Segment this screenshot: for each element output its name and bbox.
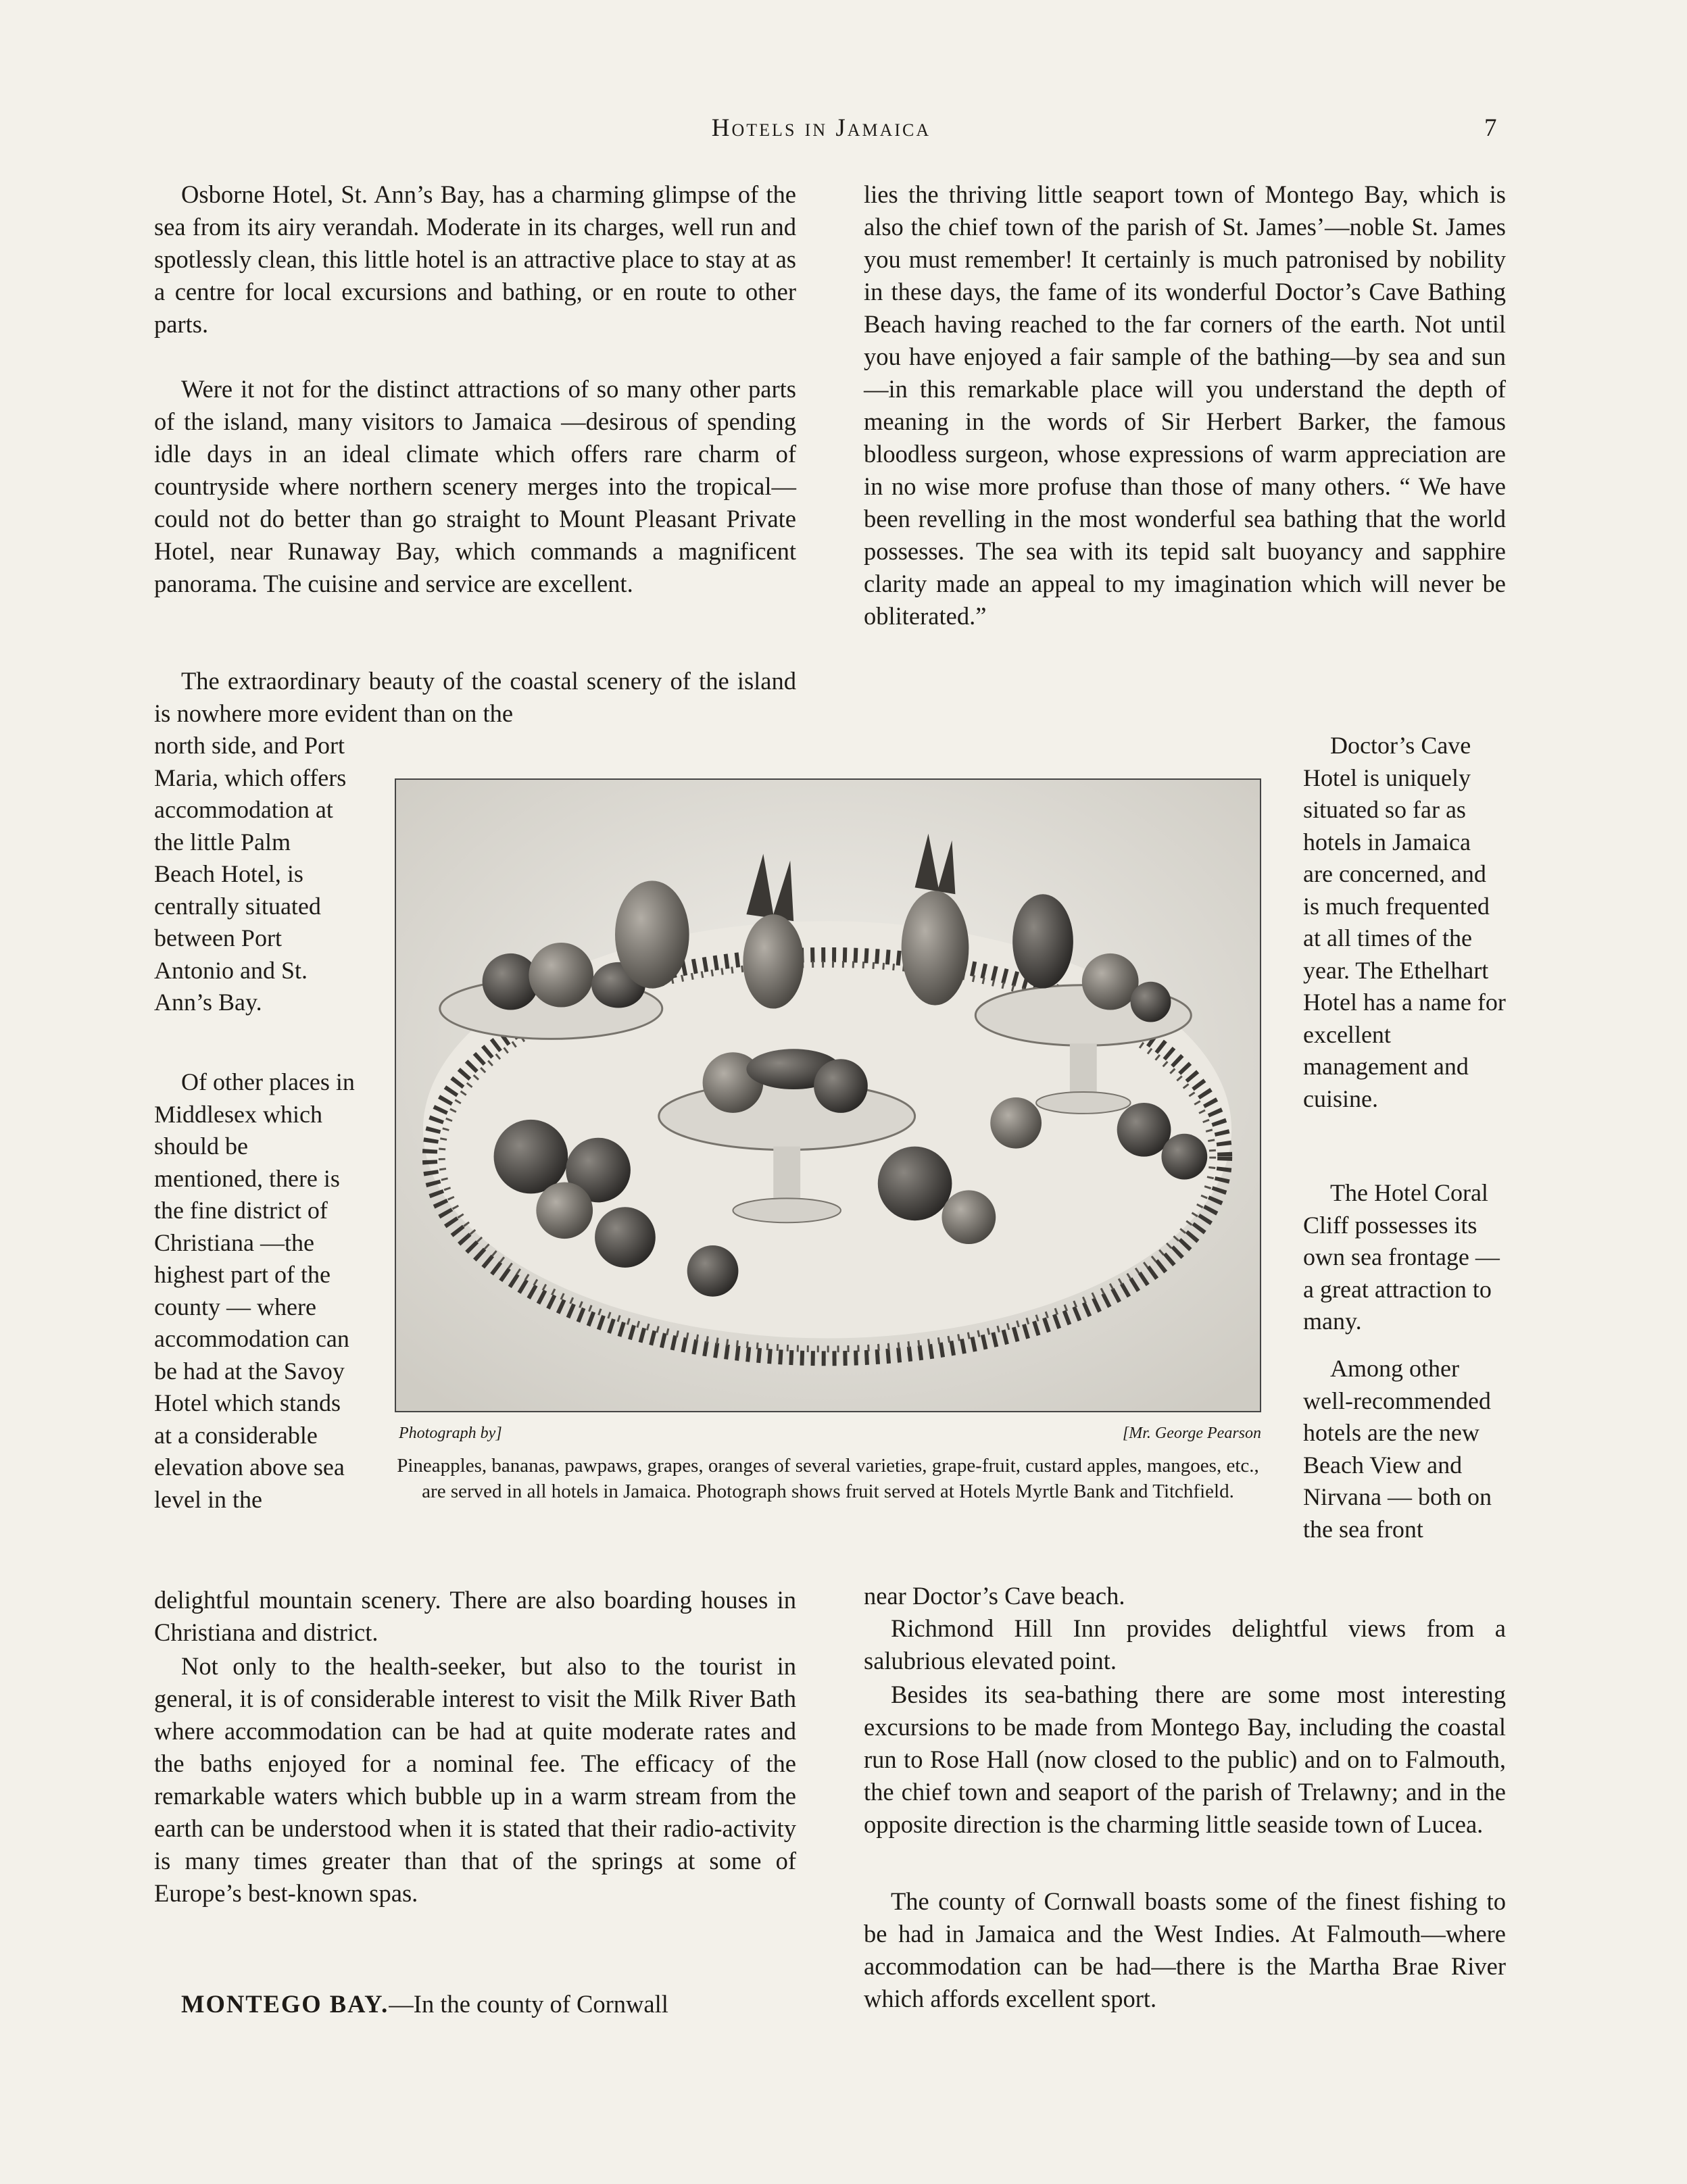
fruit-display-photograph [395,778,1261,1412]
paragraph-doctors-cave-hotel: Doctor’s Cave Hotel is uniquely situated so far as hotels in Jamaica are concerned, and is much frequented at all times of the year. The Ethelhart Hotel has a name for excellent management and cuisine. [1303,732,1506,1112]
montego-bay-intro: —In the county of Cornwall [389,1990,668,2018]
photo-caption: Pineapples, bananas, pawpaws, grapes, oranges of several varieties, grape-fruit, custard apples, mangoes, etc., are served in all hotels in Jamaica. Photograph shows fruit served at Hotels Myrtle Bank and Titchfield. [397,1455,1259,1502]
paragraph-milk-river: Not only to the health-seeker, but also to the tourist in general, it is of considerable interest to visit the Milk River Bath where accommodation can be had at quite moderate rates and the baths enjoyed for a nominal fee. The efficacy of the remarkable waters which bubble up in a warm stream from the earth can be understood when it is stated that their radio-activity is many times greater than that of the springs at some of Europe’s best-known spas. [154,1652,796,1907]
paragraph-port-maria: north side, and Port Maria, which offers accommodation at the little Palm Beach Hotel, is centrally situated between Port Antonio and St. Ann’s Bay. [154,732,347,1016]
fruit-photo-illustration [396,780,1260,1411]
photo-credit-label: Photograph by] [399,1424,502,1442]
paragraph-coastal-scenery: The extraordinary beauty of the coastal scenery of the island is nowhere more evident than on the [154,667,796,727]
paragraph-mount-pleasant: Were it not for the distinct attractions of so many other parts of the island, many visitors to Jamaica —desirous of spending idle days in an ideal climate which offers rare charm of countryside where northern scenery merges into the tropical—could not do better than go straight to Mount Pleasant Private Hotel, near Runaway Bay, which commands a magnificent panorama. The cuisine and service are excellent. [154,375,796,597]
running-header: Hotels in Jamaica [711,114,931,142]
paragraph-coral-cliff: The Hotel Coral Cliff possesses its own sea frontage —a great attraction to many. [1303,1179,1500,1335]
paragraph-montego-bay [154,1988,796,2020]
paragraph-other-hotels: Among other well-recommended hotels are the new Beach View and Nirvana — both on the sea front [1303,1355,1492,1543]
paragraph-near-beach: near Doctor’s Cave beach. [864,1582,1125,1610]
paragraph-osborne-hotel: Osborne Hotel, St. Ann’s Bay, has a charming glimpse of the sea from its airy verandah. Moderate in its charges, well run and spotlessly clean, this little hotel is an attractive place to stay at as a centre for local excursions and bathing, or en route to other parts. [154,180,796,338]
paragraph-cornwall-fishing: The county of Cornwall boasts some of the finest fishing to be had in Jamaica and the West Indies. At Falmouth—where accommodation can be had—there is the Martha Brae River which affords excellent sport. [864,1887,1506,2012]
paragraph-mountain-scenery: delightful mountain scenery. There are also boarding houses in Christiana and district. [154,1586,796,1646]
paragraph-richmond-hill: Richmond Hill Inn provides delightful views from a salubrious elevated point. [864,1614,1506,1674]
paragraph-montego-seaport: lies the thriving little seaport town of Montego Bay, which is also the chief town of the parish of St. James’—noble St. James you must remember! It certainly is much patronised by nobility in these days, the fame of its wonderful Doctor’s Cave Bathing Beach having reached to the far corners of the earth. Not until you have enjoyed a fair sample of the bathing—by sea and sun—in this remarkable place will you understand the depth of meaning in the words of Sir Herbert Barker, the famous bloodless surgeon, whose expressions of warm appreciation are in no wise more profuse than those of many others. “ We have been revelling in the most wonderful sea bathing that the world possesses. The sea with its tepid salt buoyancy and sapphire clarity made an appeal to my imagination which will never be obliterated.” [864,180,1506,630]
photographer-name: [Mr. George Pearson [1122,1424,1261,1442]
paragraph-middlesex: Of other places in Middlesex which should be mentioned, there is the fine district of Christiana —the highest part of the county — where accommodation can be had at the Savoy Hotel which stands at a considerable elevation above sea level in the [154,1068,355,1513]
section-heading-montego-bay: MONTEGO BAY. [181,1990,389,2018]
page-number: 7 [1484,114,1497,142]
paragraph-excursions: Besides its sea-bathing there are some most interesting excursions to be made from Montego Bay, including the coastal run to Rose Hall (now closed to the public) and on to Falmouth, the chief town and seaport of the parish of Trelawny; and in the opposite direction is the charming little seaside town of Lucea. [864,1681,1506,1838]
